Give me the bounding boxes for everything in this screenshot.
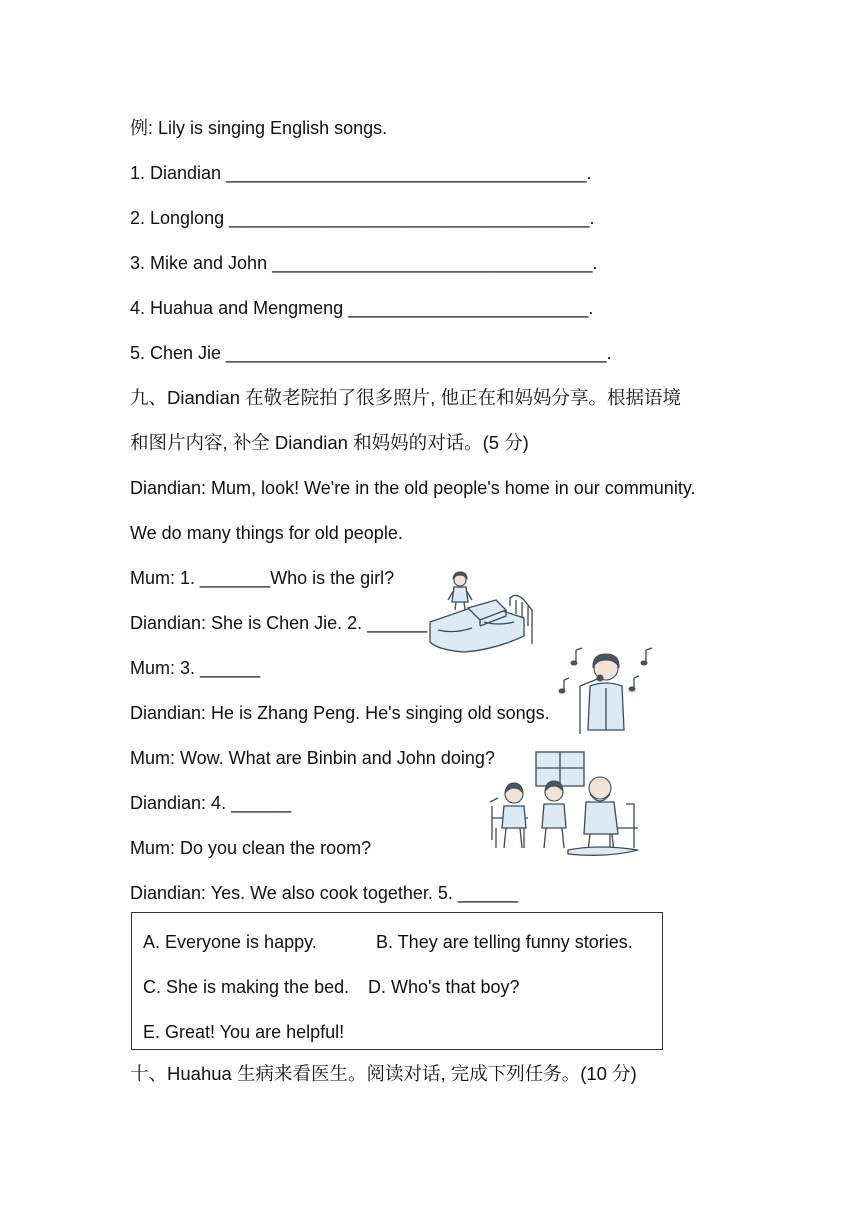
children-telling-stories-illustration — [488, 748, 642, 860]
dialogue-line-10: Diandian: Yes. We also cook together. 5. ______ — [130, 883, 518, 903]
dialogue-line-1: Diandian: Mum, look! We're in the old people's home in our community. — [130, 478, 696, 498]
option-d: D. Who's that boy? — [368, 977, 520, 997]
option-c: C. She is making the bed. — [143, 977, 350, 997]
option-a: A. Everyone is happy. — [143, 932, 317, 952]
section-9-heading-line1: 九、Diandian 在敬老院拍了很多照片, 他正在和妈妈分享。根据语境 — [130, 387, 681, 408]
dialogue-line-8: Diandian: 4. ______ — [130, 793, 292, 813]
blank-line-1: 1. Diandian ____________________________________. — [130, 163, 592, 183]
dialogue-line-2: We do many things for old people. — [130, 523, 403, 543]
option-e: E. Great! You are helpful! — [143, 1022, 345, 1042]
option-b: B. They are telling funny stories. — [376, 932, 633, 952]
section-9-heading-line2: 和图片内容, 补全 Diandian 和妈妈的对话。(5 分) — [130, 432, 529, 453]
dialogue-line-3: Mum: 1. _______Who is the girl? — [130, 568, 395, 588]
blank-line-3: 3. Mike and John ________________________________. — [130, 253, 598, 273]
options-box — [131, 912, 663, 1050]
dialogue-line-5: Mum: 3. ______ — [130, 658, 261, 678]
dialogue-line-4: Diandian: She is Chen Jie. 2. ______ — [130, 613, 428, 633]
blank-line-4: 4. Huahua and Mengmeng ________________________. — [130, 298, 594, 318]
blank-line-5: 5. Chen Jie ______________________________________. — [130, 343, 612, 363]
blank-line-2: 2. Longlong ____________________________________. — [130, 208, 595, 228]
section-10-heading: 十、Huahua 生病来看医生。阅读对话, 完成下列任务。(10 分) — [130, 1063, 637, 1084]
girl-making-bed-illustration — [424, 570, 536, 656]
dialogue-line-9: Mum: Do you clean the room? — [130, 838, 372, 858]
dialogue-line-7: Mum: Wow. What are Binbin and John doing? — [130, 748, 495, 768]
dialogue-line-6: Diandian: He is Zhang Peng. He's singing old songs. — [130, 703, 550, 723]
example-sentence: 例: Lily is singing English songs. — [130, 118, 388, 138]
boy-singing-illustration — [556, 642, 656, 734]
